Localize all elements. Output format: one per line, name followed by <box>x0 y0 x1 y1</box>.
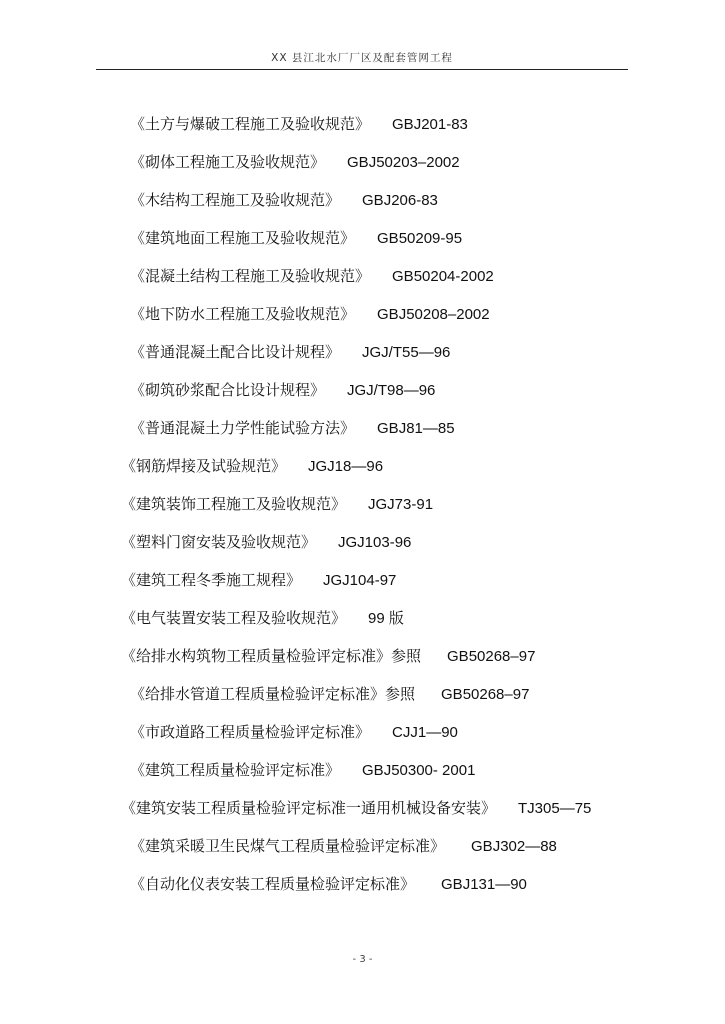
standard-item <box>121 570 396 590</box>
standard-item <box>130 874 527 894</box>
standard-item <box>130 684 529 704</box>
standard-item <box>130 152 460 172</box>
standard-code: GB50204-2002 <box>392 268 494 285</box>
standard-item <box>130 342 450 362</box>
standard-code: GBJ50208–2002 <box>377 306 490 323</box>
standard-code: GB50209-95 <box>377 230 463 247</box>
standard-item <box>130 836 557 856</box>
standard-item <box>130 418 455 438</box>
standard-code: GBJ302—88 <box>471 838 557 855</box>
standard-code: JGJ103-96 <box>338 534 412 551</box>
standard-title: 《给排水构筑物工程质量检验评定标准》参照 <box>121 647 422 665</box>
standard-item <box>121 494 433 514</box>
standard-title: 《建筑工程质量检验评定标准》 <box>130 761 341 779</box>
standard-code: JGJ/T55—96 <box>362 344 451 361</box>
standard-item <box>130 760 475 780</box>
standard-code: GB50268–97 <box>441 686 530 703</box>
standard-title: 《普通混凝土配合比设计规程》 <box>130 343 341 361</box>
standard-title: 《钢筋焊接及试验规范》 <box>121 457 287 475</box>
standard-code: 99 版 <box>368 610 404 627</box>
standard-title: 《建筑采暖卫生民煤气工程质量检验评定标准》 <box>130 837 446 855</box>
standard-item <box>121 608 404 628</box>
standard-item <box>121 532 411 552</box>
standard-code: GBJ50300- 2001 <box>362 762 476 779</box>
standard-title: 《市政道路工程质量检验评定标准》 <box>130 723 371 741</box>
standard-code: JGJ73-91 <box>368 496 434 513</box>
standard-code: CJJ1—90 <box>392 724 458 741</box>
standard-title: 《地下防水工程施工及验收规范》 <box>130 305 356 323</box>
standard-code: GBJ50203–2002 <box>347 154 460 171</box>
standard-title: 《电气装置安装工程及验收规范》 <box>121 609 347 627</box>
standard-title: 《砌体工程施工及验收规范》 <box>130 153 326 171</box>
standard-title: 《砌筑砂浆配合比设计规程》 <box>130 381 326 399</box>
page-number: - 3 - <box>352 954 373 965</box>
standard-item <box>130 190 438 210</box>
standard-title: 《建筑地面工程施工及验收规范》 <box>130 229 356 247</box>
standard-item <box>130 380 435 400</box>
standard-code: JGJ18—96 <box>308 458 384 475</box>
standard-item <box>121 798 591 818</box>
standard-title: 《塑料门窗安装及验收规范》 <box>121 533 317 551</box>
standard-title: 《土方与爆破工程施工及验收规范》 <box>130 115 371 133</box>
standard-title: 《混凝土结构工程施工及验收规范》 <box>130 267 371 285</box>
standard-item <box>121 456 383 476</box>
standard-code: TJ305—75 <box>518 800 592 817</box>
standard-item <box>130 722 458 742</box>
page-header-title: XX 县江北水厂厂区及配套管网工程 <box>271 52 453 64</box>
standard-item <box>121 646 535 666</box>
standard-item <box>130 304 490 324</box>
standard-title: 《自动化仪表安装工程质量检验评定标准》 <box>130 875 416 893</box>
standard-code: GBJ206-83 <box>362 192 438 209</box>
standard-item <box>130 266 494 286</box>
standard-title: 《给排水管道工程质量检验评定标准》参照 <box>130 685 416 703</box>
standard-code: GBJ81—85 <box>377 420 455 437</box>
standard-title: 《木结构工程施工及验收规范》 <box>130 191 341 209</box>
standard-title: 《建筑装饰工程施工及验收规范》 <box>121 495 347 513</box>
standard-title: 《建筑安装工程质量检验评定标准一通用机械设备安装》 <box>121 799 497 817</box>
standard-title: 《普通混凝土力学性能试验方法》 <box>130 419 356 437</box>
standard-item <box>130 114 468 134</box>
standard-code: JGJ104-97 <box>323 572 397 589</box>
standard-code: GB50268–97 <box>447 648 536 665</box>
standard-code: JGJ/T98—96 <box>347 382 436 399</box>
standard-title: 《建筑工程冬季施工规程》 <box>121 571 302 589</box>
standard-code: GBJ131—90 <box>441 876 527 893</box>
standard-code: GBJ201-83 <box>392 116 468 133</box>
standard-item <box>130 228 462 248</box>
